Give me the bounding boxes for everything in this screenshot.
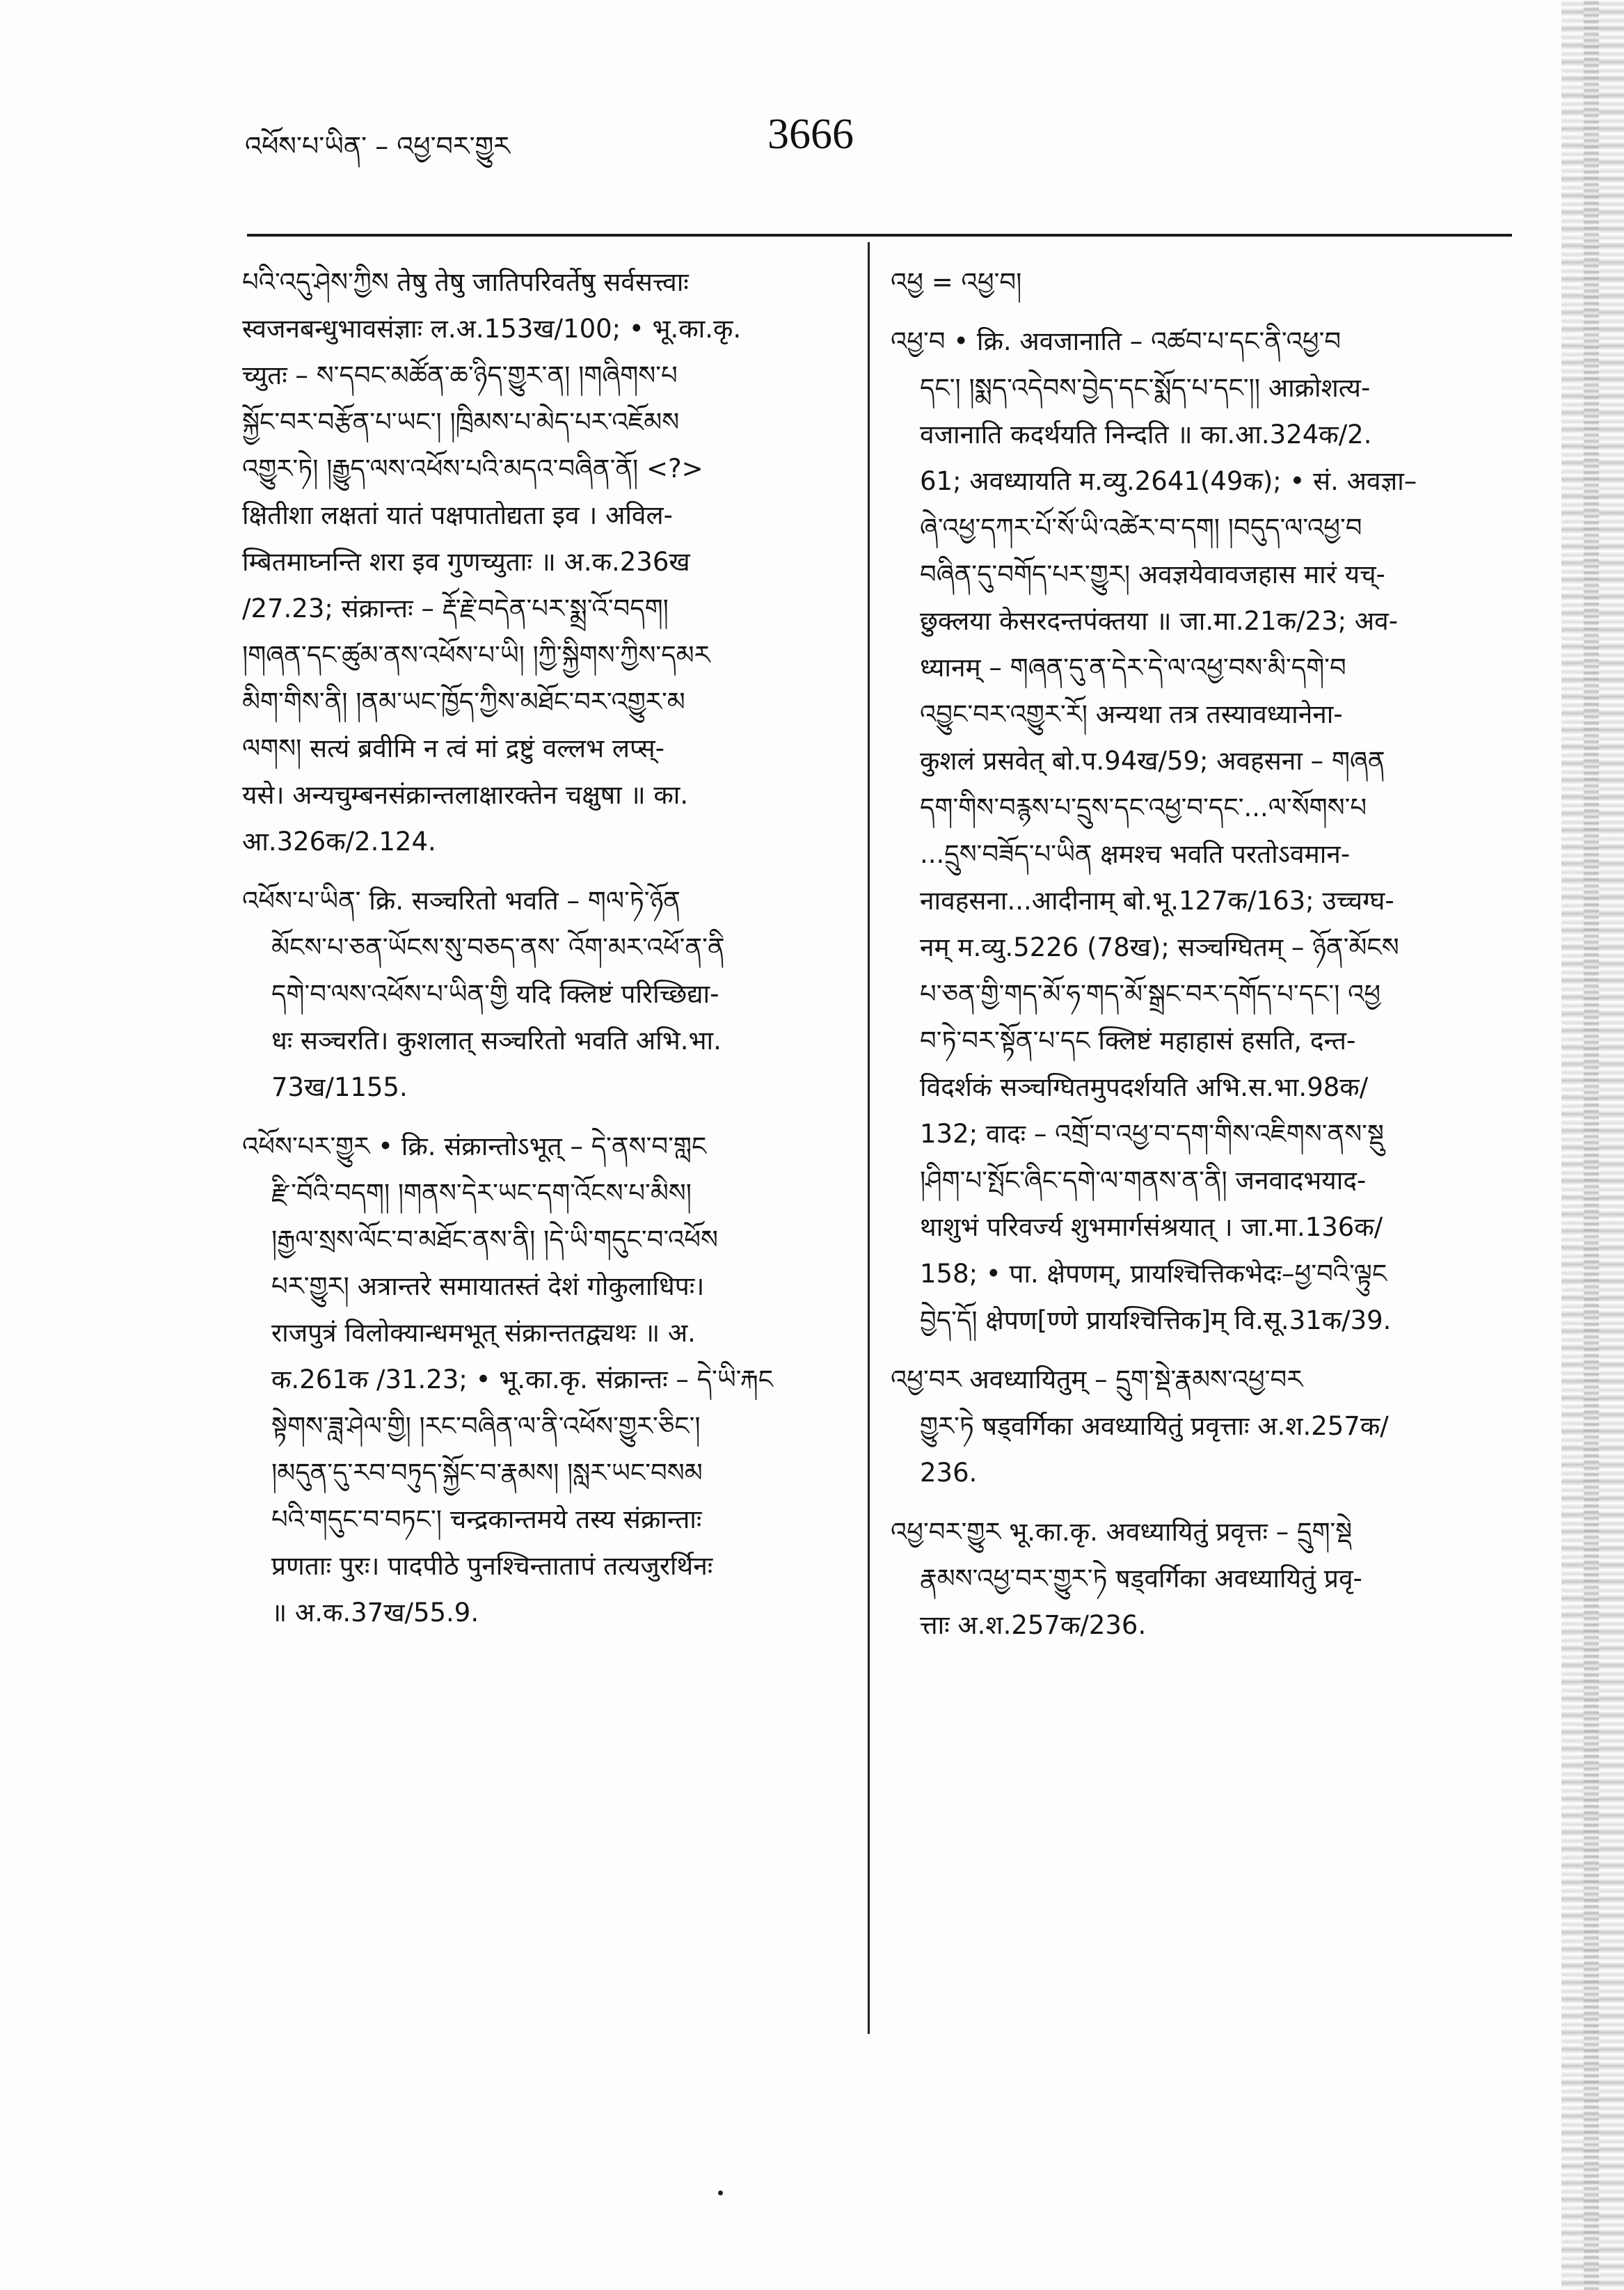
entry-phya [891, 259, 1513, 305]
entry-phya-bar-gyur [891, 1509, 1513, 1648]
text-line: क्षितीशा लक्षतां यातं पक्षपातोद्यता इव । अविल- [242, 500, 673, 530]
scan-edge-noise-inner [1584, 0, 1599, 2290]
text-line: འཕྱ་བར अवध्यायितुम् – དྲུག་སྡེ་རྣམས་འཕྱ་བར [891, 1365, 1303, 1394]
text-line: མིག་གིས་ནི། །ནམ་ཡང་ཁྱོད་ཀྱིས་མཐོང་བར་འགྱུར་མ [242, 687, 685, 717]
text-line: नावहसना...आदीनाम् बो.भू.127क/163; उच्चग्घ- [920, 886, 1394, 916]
text-line: འཕོས་པ་ཡིན་ क्रि. सञ्चरितो भवति – གལ་ཏེ་ཉོན [242, 886, 680, 916]
text-line: ལགས། सत्यं ब्रवीमि न त्वं मां द्रष्टुं वल्लभ लप्स्- [242, 733, 664, 763]
page-number: 3666 [767, 111, 854, 158]
text-line: ॥ अ.क.37ख/55.9. [271, 1598, 479, 1628]
text-line: थाशुभं परिवर्ज्य शुभमार्गसंश्रयात् । जा.मा.136क/ [920, 1212, 1383, 1242]
text-line: ཞེ་འཕྱ་དཀར་པོ་སོ་ཡི་འཚེར་བ་དག། །བདུད་ལ་འཕྱ་བ [920, 513, 1362, 543]
text-line: राजपुत्रं विलोक्यान्धमभूत् संक्रान्ततद्व्यथः ॥ अ. [271, 1318, 696, 1348]
ink-speck [718, 2190, 723, 2195]
text-line: །རྒྱལ་སྲས་ལོང་བ་མཐོང་ནས་ནི། །དེ་ཡི་གདུང་བ་འཕོས [271, 1225, 718, 1255]
text-line: དགེ་བ་ལས་འཕོས་པ་ཡིན་གྱི यदि क्लिष्टं परिच्छिद्या- [271, 979, 719, 1009]
text-line: वजानाति कदर्थयति निन्दति ॥ का.आ.324क/2. [920, 420, 1372, 450]
text-line: རྫི་བོའི་བདག། །གནས་དེར་ཡང་དག་འོངས་པ་མིས། [271, 1178, 692, 1208]
entry-phos-pa-yin [242, 877, 854, 1111]
text-line: མོངས་པ་ཅན་ཡོངས་སུ་བཅད་ནས་ འོག་མར་འཕོ་ན་ནི [271, 932, 725, 962]
text-line: པའི་འདུ་ཤེས་ཀྱིས तेषु तेषु जातिपरिवर्तेषु सर्वसत्त्वाः [242, 267, 689, 297]
text-line: स्वजनबन्धुभावसंज्ञाः ल.अ.153ख/100; • भू.का.कृ. [242, 314, 742, 344]
running-header: འཕོས་པ་ཡིན་ – འཕྱ་བར་གྱུར [245, 131, 511, 161]
text-line: འཕྱ་བ • क्रि. अवजानाति – འཚབ་པ་དང་ནི་འཕྱ་བ [891, 326, 1342, 356]
text-line: །གཞན་དང་ཚུམ་ནས་འཕོས་པ་ཡི། །ཀྱི་སྐྱིགས་ཀྱིས་དམར [242, 640, 710, 670]
left-column [242, 259, 854, 1648]
text-line: 236. [920, 1458, 978, 1488]
text-line: /27.23; संक्रान्तः – རྡོ་རྗེ་བདེན་པར་སྨྲ་འོ་བདག། [242, 594, 669, 623]
text-line: བྱེད་དོ། क्षेपण[ण्णे प्रायश्चित्तिक]म् वि.सू.31क/39. [920, 1305, 1392, 1335]
text-line: ...དྲུས་བཟོད་པ་ཡིན क्षमश्च भवति परतोऽवमान- [920, 839, 1351, 869]
text-line: དག་གིས་བརྙས་པ་དྲུས་དང་འཕྱ་བ་དང་...ལ་སོགས་པ [920, 793, 1367, 822]
text-line: कुशलं प्रसवेत् बो.प.94ख/59; अवहसना – གཞན [920, 746, 1385, 776]
column-divider [868, 242, 870, 2034]
text-line: 61; अवध्यायति म.व्यु.2641(49क); • सं. अवज्ञा– [920, 466, 1417, 496]
text-line: །ཤིག་པ་སྤོང་ཞིང་དགེ་ལ་གནས་ན་ནི། जनवादभयाद- [920, 1166, 1367, 1195]
text-line: धः सञ्चरति। कुशलात् सञ्चरितो भवति अभि.भा. [271, 1026, 722, 1056]
text-line: པ་ཅན་གྱི་གད་མོ་ཧ་གད་མོ་སྒྲང་བར་དགོད་པ་དང་། འཕྱ [920, 979, 1381, 1009]
text-line: བ་ཏེ་བར་སྟོན་པ་དང क्लिष्टं महाहासं हसति, दन्त- [920, 1026, 1356, 1056]
text-line: འབྱུང་བར་འགྱུར་རོ། अन्यथा तत्र तस्यावध्यानेना- [920, 699, 1343, 729]
right-column [891, 259, 1513, 1661]
text-line: नम् म.व्यु.5226 (78ख); सञ्चग्घितम् – ཉོན་མོངས [920, 932, 1399, 962]
text-line: སྐྱོང་བར་བརྩོན་པ་ཡང་། །ཁྲིམས་པ་མེད་པར་འཇོམས [242, 407, 680, 437]
entry-phos-par-gyur [242, 1123, 854, 1636]
text-line: ध्यानम् – གཞན་དུ་ན་དེར་དེ་ལ་འཕྱ་བས་མི་དགེ་བ [920, 653, 1346, 683]
entry-phya-bar [891, 1356, 1513, 1496]
header-rule [247, 234, 1512, 237]
text-line: क.261क /31.23; • भू.का.कृ. संक्रान्तः – དེ་ཡི་རྐང [271, 1365, 773, 1394]
text-line: प्रणताः पुरः। पादपीठे पुनश्चिन्तातापं तत्यजुरर्थिनः [271, 1551, 713, 1581]
text-line: པའི་གདུང་བ་བཏང་། चन्द्रकान्तमये तस्य संक्रान्ताः [271, 1504, 702, 1534]
text-line: རྣམས་འཕྱ་བར་གྱུར་ཏེ षड्वर्गिका अवध्यायितुं प्रवृ- [920, 1564, 1362, 1593]
text-line: त्ताः अ.श.257क/236. [920, 1610, 1147, 1640]
text-line: विदर्शकं सञ्चग्घितमुपदर्शयति अभि.स.भा.98क/ [920, 1072, 1369, 1102]
text-line: སྟེགས་ཟླ་ཤེལ་གྱི། །རང་བཞིན་ལ་ནི་འཕོས་གྱུར་ཅིང་། [271, 1411, 701, 1441]
text-line: །མདུན་དུ་རབ་བཏུད་སྐྱོང་བ་རྣམས། །སླར་ཡང་བསམ [271, 1458, 703, 1488]
text-line: འགྱུར་ཏེ། །རྒྱུད་ལས་འཕོས་པའི་མདའ་བཞིན་ནོ། <?> [242, 454, 703, 484]
text-line: 132; वादः – འགྲོ་བ་འཕྱ་བ་དག་གིས་འཇིགས་ནས་སྡུ [920, 1119, 1384, 1149]
text-line: म्बितमाघ्नन्ति शरा इव गुणच्युताः ॥ अ.क.236ख [242, 547, 690, 577]
text-line: པར་གྱུར། अत्रान्तरे समायातस्तं देशं गोकुलाधिपः। [271, 1271, 705, 1301]
text-line: བཞིན་དུ་བགོད་པར་གྱུར། अवज्ञयेवावजहास मारं यच्- [920, 559, 1385, 589]
text-line: འཕྱ་བར་གྱུར भू.का.कृ. अवध्यायितुं प्रवृत्तः – དྲུག་སྡེ [891, 1517, 1353, 1547]
text-line: च्युतः – ས་དབང་མཚོན་ཆ་ཉིད་གྱུར་ན། །གཞིགས་པ [242, 360, 678, 390]
text-line: 158; • पा. क्षेपणम्, प्रायश्चित्तिकभेदः–ཕྱ་བའི་ལྟུང [920, 1259, 1387, 1289]
text-line: यसे। अन्यचुम्बनसंक्रान्तलाक्षारक्तेन चक्षुषा ॥ का. [242, 780, 689, 810]
text-line: छुक्लया केसरदन्तपंक्तया ॥ जा.मा.21क/23; अव- [920, 606, 1399, 636]
text-line: འཕོས་པར་གྱུར • क्रि. संक्रान्तोऽभूत् – དེ་ནས་བ་གླང [242, 1131, 707, 1161]
text-line: འཕྱ = འཕྱ་བ། [891, 267, 1022, 297]
entry-phya-ba [891, 318, 1513, 1344]
text-line: དང་། །སྨད་འདེབས་བྱེད་དང་སྨོད་པ་དང་།། आक्रोशत्य- [920, 373, 1371, 403]
entry-continued [242, 259, 854, 865]
text-line: 73ख/1155. [271, 1072, 408, 1102]
text-line: གྱུར་ཏེ षड्वर्गिका अवध्यायितुं प्रवृत्ताः अ.श.257क/ [920, 1411, 1389, 1441]
text-line: आ.326क/2.124. [242, 827, 436, 857]
